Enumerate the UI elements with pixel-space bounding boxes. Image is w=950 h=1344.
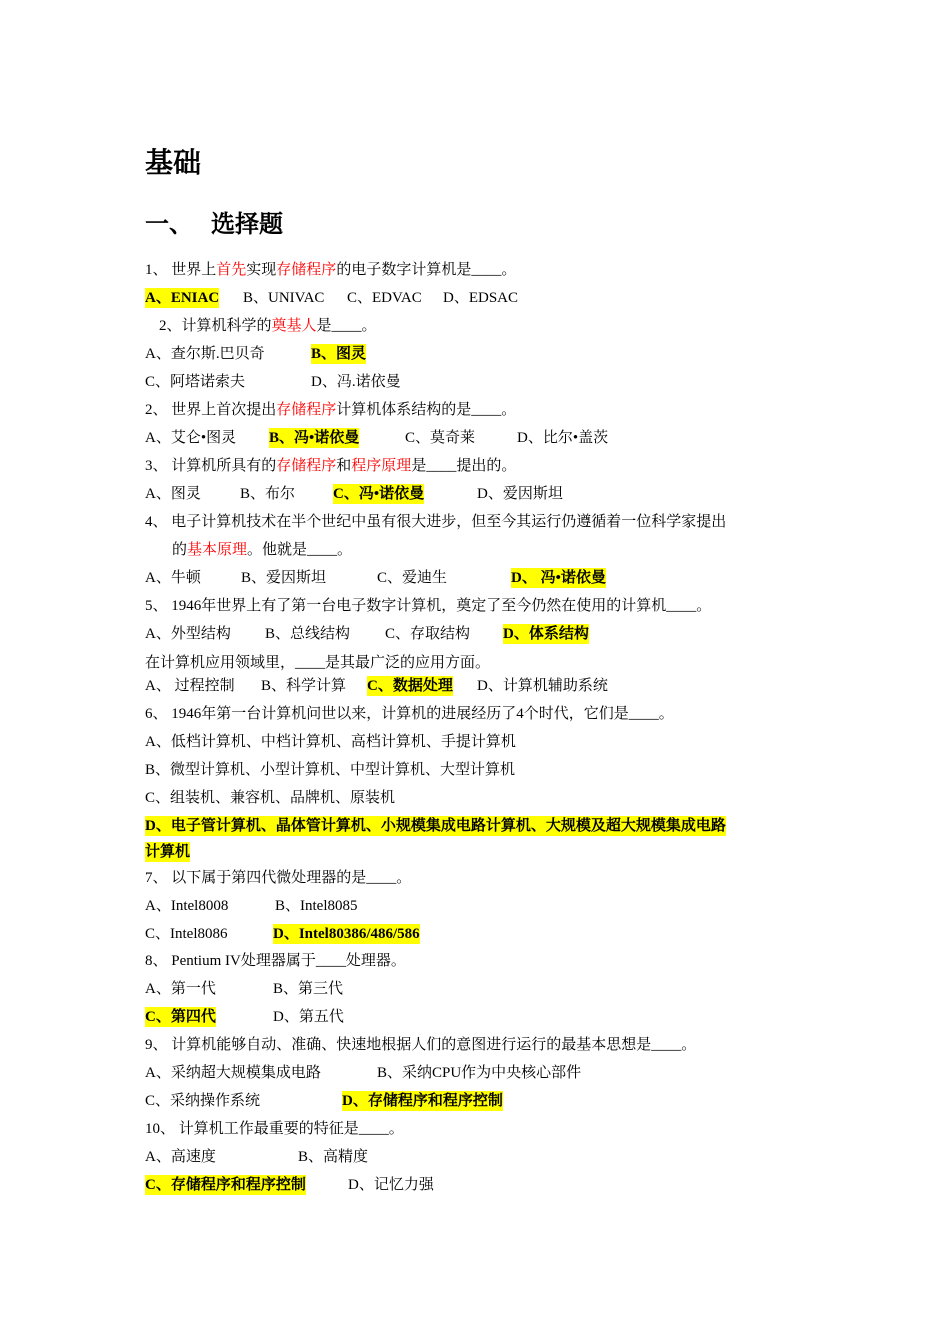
text-segment: D、第五代 — [273, 1009, 344, 1025]
section-number: 一、 — [145, 210, 193, 238]
text-segment: 1、 世界上 — [145, 262, 217, 278]
text-line — [145, 1091, 503, 1111]
text-line — [145, 596, 711, 616]
text-line — [159, 316, 377, 336]
text-line — [145, 400, 516, 420]
text-line — [145, 260, 516, 280]
text-segment: C、存取结构 — [385, 626, 471, 642]
answer-highlight: 计算机 — [145, 844, 191, 860]
answer-highlight: D、电子管计算机、晶体管计算机、小规模集成电路计算机、大规模及超大规模集成电路 — [145, 818, 726, 834]
text-line — [145, 951, 406, 971]
text-line — [145, 1007, 344, 1027]
text-segment: 4、 电子计算机技术在半个世纪中虽有很大进步，但至今其运行仍遵循着一位科学家提出 — [145, 514, 727, 530]
text-line — [145, 1175, 434, 1195]
text-line — [145, 788, 395, 808]
text-line — [145, 732, 516, 752]
text-segment: 9、 计算机能够自动、准确、快速地根据人们的意图进行运行的最基本思想是____。 — [145, 1037, 697, 1053]
text-line — [145, 428, 609, 448]
text-segment: A、高速度 — [145, 1149, 216, 1165]
text-segment: 的 — [172, 542, 188, 558]
text-segment: C、阿塔诺索夫 — [145, 374, 246, 390]
text-segment: 10、 计算机工作最重要的特征是____。 — [145, 1121, 404, 1137]
text-segment: C、爱迪生 — [377, 570, 448, 586]
text-segment: 7、 以下属于第四代微处理器的是____。 — [145, 870, 412, 886]
text-segment: D、冯.诺依曼 — [311, 374, 401, 390]
text-segment: C、EDVAC — [347, 290, 422, 306]
text-line — [145, 979, 344, 999]
text-line — [145, 1119, 404, 1139]
text-segment: 和 — [336, 458, 352, 474]
text-segment: B、UNIVAC — [243, 290, 325, 306]
answer-highlight: C、存储程序和程序控制 — [145, 1177, 306, 1193]
text-segment: 5、 1946年世界上有了第一台电子数字计算机，奠定了至今仍然在使用的计算机____。 — [145, 598, 712, 614]
text-segment: B、科学计算 — [261, 678, 347, 694]
text-line — [145, 568, 606, 588]
text-segment: B、爱因斯坦 — [241, 570, 327, 586]
answer-highlight: D、存储程序和程序控制 — [342, 1093, 503, 1109]
text-line — [145, 896, 358, 916]
keyword-red: 基本原理 — [187, 542, 248, 558]
text-segment: C、莫奇莱 — [405, 430, 476, 446]
text-segment: A、查尔斯.巴贝奇 — [145, 346, 265, 362]
text-segment: D、爱因斯坦 — [477, 486, 563, 502]
answer-highlight: B、图灵 — [311, 346, 367, 362]
answer-highlight: C、冯•诺依曼 — [333, 486, 425, 502]
text-segment: 是____。 — [316, 318, 377, 334]
text-segment: B、高精度 — [298, 1149, 369, 1165]
answer-highlight: D、 冯•诺依曼 — [511, 570, 606, 586]
text-line — [145, 288, 519, 308]
text-segment: 8、 Pentium IV处理器属于____处理器。 — [145, 953, 406, 969]
text-line — [145, 456, 516, 476]
text-segment: D、比尔•盖茨 — [517, 430, 609, 446]
answer-highlight: C、数据处理 — [367, 678, 453, 694]
text-segment: B、第三代 — [273, 981, 344, 997]
text-segment: C、组装机、兼容机、品牌机、原装机 — [145, 790, 396, 806]
text-segment: 3、 计算机所具有的 — [145, 458, 277, 474]
text-line — [145, 372, 401, 392]
section-heading — [145, 208, 283, 240]
text-line — [145, 624, 589, 644]
keyword-red: 首先 — [216, 262, 247, 278]
text-segment: A、牛顿 — [145, 570, 201, 586]
answer-highlight: C、第四代 — [145, 1009, 216, 1025]
text-line — [145, 924, 420, 944]
text-segment: C、采纳操作系统 — [145, 1093, 261, 1109]
answer-highlight: A、ENIAC — [145, 290, 220, 306]
text-segment: D、记忆力强 — [348, 1177, 434, 1193]
text-segment: 2、计算机科学的 — [159, 318, 272, 334]
text-segment: D、计算机辅助系统 — [477, 678, 608, 694]
text-segment: B、总线结构 — [265, 626, 351, 642]
text-segment: 计算机体系结构的是____。 — [336, 402, 517, 418]
text-segment: B、微型计算机、小型计算机、中型计算机、大型计算机 — [145, 762, 516, 778]
answer-highlight: D、Intel80386/486/586 — [273, 926, 420, 942]
text-segment: A、图灵 — [145, 486, 201, 502]
page-title: 基础 — [145, 146, 202, 179]
keyword-red: 存储程序 — [276, 262, 337, 278]
answer-highlight: D、体系结构 — [503, 626, 589, 642]
text-line — [145, 816, 726, 836]
text-line — [145, 1147, 369, 1167]
keyword-red: 存储程序 — [276, 402, 337, 418]
text-line — [145, 512, 726, 532]
text-line — [145, 653, 490, 673]
text-segment: 。他就是____。 — [247, 542, 353, 558]
keyword-red: 程序原理 — [351, 458, 412, 474]
text-segment: A、外型结构 — [145, 626, 231, 642]
text-segment: B、Intel8085 — [275, 898, 358, 914]
text-line — [145, 842, 190, 862]
text-segment: 是____提出的。 — [411, 458, 517, 474]
text-segment: C、Intel8086 — [145, 926, 228, 942]
text-segment: 在计算机应用领域里，____是其最广泛的应用方面。 — [145, 655, 491, 671]
text-segment: 实现 — [246, 262, 277, 278]
text-segment: 2、 世界上首次提出 — [145, 402, 277, 418]
text-line — [145, 484, 563, 504]
answer-highlight: B、冯•诺依曼 — [269, 430, 360, 446]
text-segment: B、布尔 — [240, 486, 296, 502]
text-line — [145, 1063, 582, 1083]
section-title: 选择题 — [211, 210, 283, 238]
text-segment: A、艾仑•图灵 — [145, 430, 237, 446]
text-line — [145, 676, 608, 696]
text-line — [145, 344, 367, 364]
text-line — [172, 540, 352, 560]
text-segment: 的电子数字计算机是____。 — [336, 262, 517, 278]
text-line — [145, 704, 674, 724]
text-line — [145, 760, 515, 780]
text-segment: A、 过程控制 — [145, 678, 235, 694]
text-segment: B、采纳CPU作为中央核心部件 — [377, 1065, 582, 1081]
keyword-red: 奠基人 — [271, 318, 317, 334]
text-line — [145, 1035, 696, 1055]
text-segment: 6、 1946年第一台计算机问世以来，计算机的进展经历了4个时代，它们是____。 — [145, 706, 674, 722]
keyword-red: 存储程序 — [276, 458, 337, 474]
text-segment: A、Intel8008 — [145, 898, 229, 914]
text-line — [145, 868, 411, 888]
text-segment: A、低档计算机、中档计算机、高档计算机、手提计算机 — [145, 734, 516, 750]
text-segment: A、采纳超大规模集成电路 — [145, 1065, 321, 1081]
text-segment: A、第一代 — [145, 981, 216, 997]
text-segment: D、EDSAC — [443, 290, 519, 306]
